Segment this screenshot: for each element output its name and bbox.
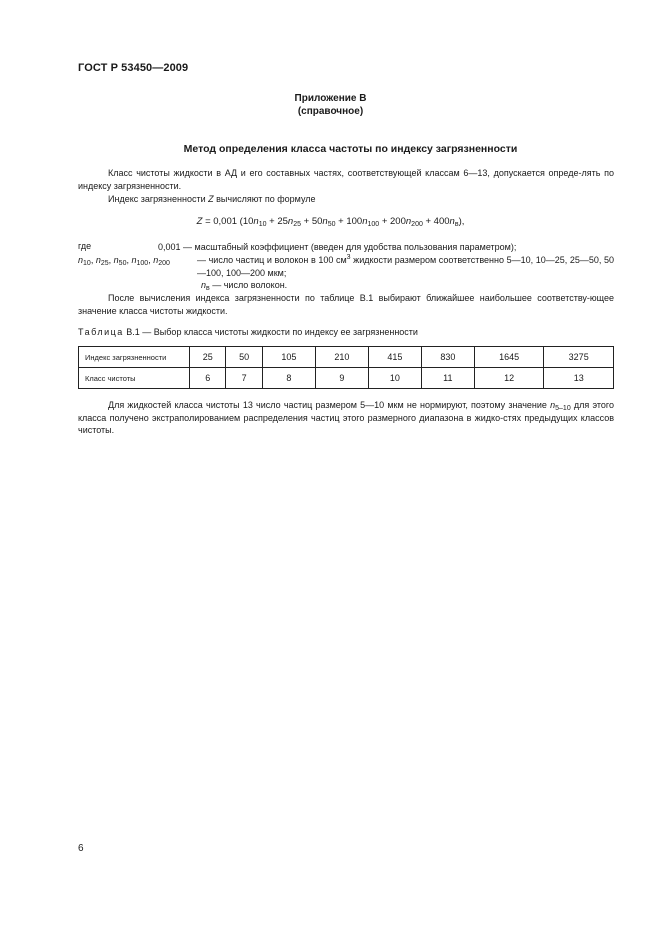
- paragraph-intro: [78, 167, 614, 192]
- document-code: ГОСТ Р 53450—2009: [78, 62, 189, 74]
- table-cell: 12: [474, 368, 544, 389]
- table-cell: 25: [190, 347, 226, 368]
- table-cell: 3275: [544, 347, 614, 368]
- variable-z: Z: [208, 194, 214, 204]
- where-n-text: — число частиц и волокон в 100 $см^3$ жидкости размером соответственно 5—10, 10—25, 25—50, 50—100, 100—200 мкм;: [197, 254, 614, 278]
- row-header-class: Класс чистоты: [79, 368, 190, 389]
- table-cell: 9: [315, 368, 368, 389]
- table-cell: 6: [190, 368, 226, 389]
- table-cell: 10: [368, 368, 421, 389]
- table-cell: 1645: [474, 347, 544, 368]
- appendix-heading: [0, 92, 661, 118]
- table-cell: 50: [226, 347, 262, 368]
- row-header-index: Индекс загрязненности: [79, 347, 190, 368]
- paragraph-intro-text: Класс чистоты жидкости в АД и его составных частях, соответствующей классам 6—13, допускается опреде-лять по индексу загрязненности.: [78, 168, 614, 191]
- page-number: 6: [78, 843, 84, 854]
- paragraph-selection: После вычисления индекса загрязненности по таблице В.1 выбирают ближайшее наибольшее соответству-ющее значение класса чистоты жидкости.: [78, 293, 614, 316]
- appendix-title: Приложение В: [294, 93, 367, 104]
- table-cell: 11: [421, 368, 474, 389]
- table-cell: 830: [421, 347, 474, 368]
- where-nv: $n_в$ — число волокон.: [201, 280, 288, 292]
- where-n-list: $n_{10}$, $n_{25}$, $n_{50}$, $n_{100}$, $n_{200}$: [78, 255, 170, 267]
- table-cell: 415: [368, 347, 421, 368]
- paragraph-formula-intro: Индекс загрязненности Z вычисляют по формуле: [108, 194, 316, 204]
- where-coef: 0,001 — масштабный коэффициент (введен для удобства пользования параметром);: [158, 242, 517, 252]
- table-cell: 105: [262, 347, 315, 368]
- where-label: где: [78, 241, 92, 251]
- table-row: [79, 347, 614, 368]
- table-cell: 13: [544, 368, 614, 389]
- formula: Z = 0,001 $(10n_{10} + 25n_{25} + 50n_{50} + 100n_{100} + 200n_{200} + 400n_в)$,: [196, 216, 465, 228]
- paragraph-note: Для жидкостей класса чистоты 13 число частиц размером 5—10 мкм не нормируют, поэтому значение $n_{5-10}$ для этого класса получено экстраполированием распределения частиц этого размерного диапазона в жидко-стях предыдущих классов чистоты.: [78, 400, 615, 435]
- table-caption: Таблица В.1 — Выбор класса чистоты жидкости по индексу ее загрязненности: [78, 327, 418, 337]
- appendix-subtitle: (справочное): [297, 106, 364, 117]
- section-title: Метод определения класса частоты по индексу загрязненности: [183, 143, 518, 155]
- table-cell: 7: [226, 368, 262, 389]
- cleanliness-table: [78, 346, 614, 389]
- table-row: [79, 368, 614, 389]
- table-cell: 210: [315, 347, 368, 368]
- table-cell: 8: [262, 368, 315, 389]
